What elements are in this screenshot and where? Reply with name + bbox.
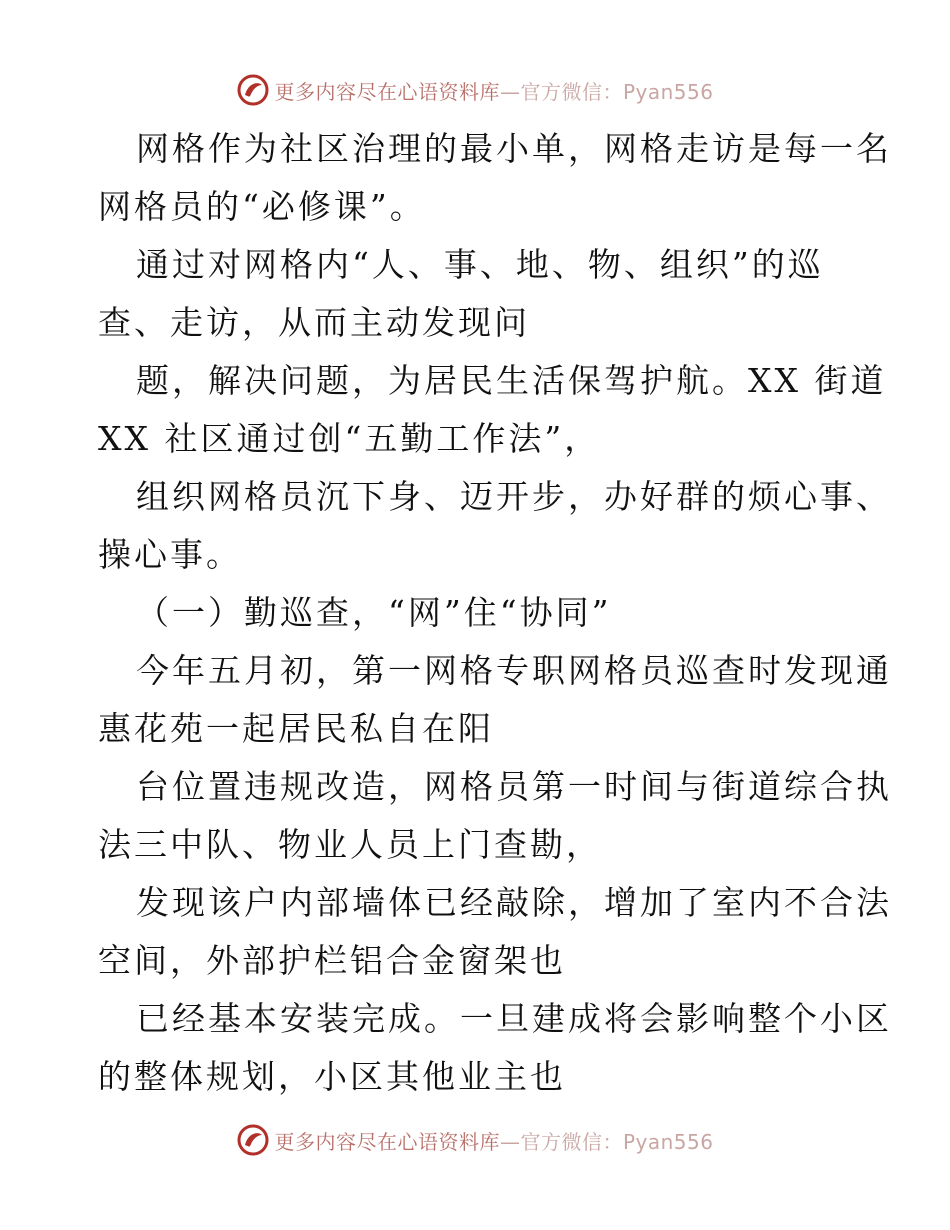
- red-swirl-logo-icon: [236, 1123, 270, 1157]
- text-line: 组织网格员沉下身、迈开步，办好群的烦心事、: [136, 477, 892, 516]
- red-swirl-logo-icon: [236, 73, 270, 107]
- text-line: 法三中队、物业人员上门查勘，: [98, 825, 602, 864]
- text-line: XX 社区通过创“五勤工作法”，: [98, 419, 601, 458]
- text-line: 已经基本安装完成。一旦建成将会影响整个小区: [136, 999, 892, 1038]
- footer-watermark-banner: [0, 1120, 950, 1160]
- text-line: 操心事。: [98, 535, 242, 574]
- text-line: 今年五月初，第一网格专职网格员巡查时发现通: [136, 651, 892, 690]
- text-line: 题，解决问题，为居民生活保驾护航。XX 街道: [136, 361, 887, 400]
- header-watermark-banner: [0, 70, 950, 110]
- text-line: 惠花苑一起居民私自在阳: [98, 709, 494, 748]
- watermark-text: 更多内容尽在心语资料库—官方微信：Pyan556: [274, 79, 714, 104]
- text-line: （一）勤巡查，“网”住“协同”: [136, 593, 612, 632]
- text-line: 发现该户内部墙体已经敲除，增加了室内不合法: [136, 883, 892, 922]
- watermark-text: 更多内容尽在心语资料库—官方微信：Pyan556: [274, 1129, 714, 1154]
- text-line: 网格员的“必修课”。: [98, 187, 426, 226]
- text-line: 的整体规划，小区其他业主也: [98, 1057, 566, 1096]
- text-line: 查、走访，从而主动发现问: [98, 303, 530, 342]
- text-line: 台位置违规改造，网格员第一时间与街道综合执: [136, 767, 892, 806]
- text-line: 网格作为社区治理的最小单，网格走访是每一名: [136, 129, 892, 168]
- text-line: 通过对网格内“人、事、地、物、组织”的巡: [136, 245, 824, 284]
- document-body: [98, 120, 892, 1106]
- text-line: 空间，外部护栏铝合金窗架也: [98, 941, 566, 980]
